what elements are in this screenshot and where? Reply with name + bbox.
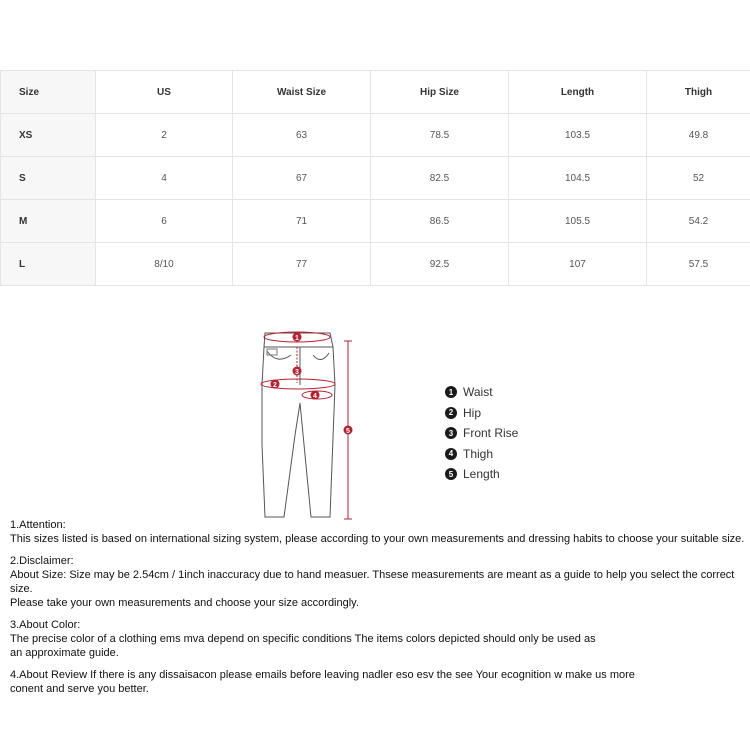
legend-number: 5 <box>445 468 457 480</box>
table-cell: 52 <box>647 157 750 200</box>
table-cell: 78.5 <box>371 114 509 157</box>
note-heading: 1.Attention: <box>10 519 66 531</box>
note-about-color <box>10 618 745 660</box>
note-disclaimer <box>10 554 745 610</box>
table-row <box>1 200 750 243</box>
note-text: an approximate guide. <box>10 647 119 659</box>
table-cell: 8/10 <box>96 243 233 286</box>
table-cell: 49.8 <box>647 114 750 157</box>
table-cell: 107 <box>509 243 647 286</box>
legend-label: Thigh <box>463 446 494 461</box>
note-heading: 2.Disclaimer: <box>10 555 74 567</box>
note-text: About Size: Size may be 2.54cm / 1inch inaccuracy due to hand measuer. Thsese measurements are meant as a guide to help you select the correct size. <box>10 569 735 595</box>
note-text: This sizes listed is based on international sizing system, please according to your own measurements and dressing habits to choose your suitable size. <box>10 533 745 545</box>
marker-1 <box>293 333 302 342</box>
table-cell: 6 <box>96 200 233 243</box>
legend-label: Front Rise <box>463 426 519 441</box>
legend-number: 4 <box>445 448 457 460</box>
table-cell: 2 <box>96 114 233 157</box>
note-about-review <box>10 668 745 696</box>
table-header-row <box>1 71 750 114</box>
note-text: conent and serve you better. <box>10 683 149 695</box>
header-size: Size <box>1 71 96 114</box>
header-waist: Waist Size <box>233 71 371 114</box>
svg-text:2: 2 <box>273 381 277 389</box>
header-thigh: Thigh <box>647 71 750 114</box>
measurement-legend <box>445 382 518 485</box>
table-cell: 54.2 <box>647 200 750 243</box>
measurement-lines <box>261 332 352 519</box>
table-cell: 77 <box>233 243 371 286</box>
legend-item-front-rise <box>445 423 518 444</box>
svg-text:1: 1 <box>295 334 299 342</box>
legend-item-thigh <box>445 444 518 465</box>
svg-text:5: 5 <box>346 427 350 435</box>
table-cell: XS <box>1 114 96 157</box>
table-cell: 67 <box>233 157 371 200</box>
table-cell: 57.5 <box>647 243 750 286</box>
table-row <box>1 114 750 157</box>
legend-item-hip <box>445 403 518 424</box>
table-cell: 104.5 <box>509 157 647 200</box>
legend-item-waist <box>445 382 518 403</box>
legend-item-length <box>445 464 518 485</box>
svg-text:3: 3 <box>295 368 299 376</box>
legend-number: 1 <box>445 386 457 398</box>
table-cell: 103.5 <box>509 114 647 157</box>
legend-number: 3 <box>445 427 457 439</box>
pants-outline <box>262 333 335 517</box>
table-row <box>1 157 750 200</box>
size-chart-table <box>0 70 750 286</box>
table-cell: 71 <box>233 200 371 243</box>
table-cell: S <box>1 157 96 200</box>
header-us: US <box>96 71 233 114</box>
note-attention <box>10 518 745 546</box>
legend-label: Hip <box>463 405 482 420</box>
note-text: Please take your own measurements and choose your size accordingly. <box>10 597 359 609</box>
note-text: The precise color of a clothing ems mva depend on specific conditions The items colors depicted should only be used as <box>10 633 596 645</box>
note-heading: 3.About Color: <box>10 619 81 631</box>
header-hip: Hip Size <box>371 71 509 114</box>
table-row <box>1 243 750 286</box>
table-cell: 63 <box>233 114 371 157</box>
header-length: Length <box>509 71 647 114</box>
legend-label: Waist <box>463 385 493 400</box>
note-text: 4.About Review If there is any dissaisacon please emails before leaving nadler eso esv the see Your ecognition w make us more <box>10 669 635 681</box>
svg-text:4: 4 <box>313 392 317 400</box>
table-cell: 4 <box>96 157 233 200</box>
table-cell: L <box>1 243 96 286</box>
table-cell: 92.5 <box>371 243 509 286</box>
table-cell: 86.5 <box>371 200 509 243</box>
pants-measurement-diagram <box>255 325 365 525</box>
table-cell: M <box>1 200 96 243</box>
marker-5 <box>344 426 353 435</box>
legend-number: 2 <box>445 407 457 419</box>
legend-label: Length <box>463 467 500 482</box>
notes-section <box>10 518 745 704</box>
table-cell: 82.5 <box>371 157 509 200</box>
table-cell: 105.5 <box>509 200 647 243</box>
